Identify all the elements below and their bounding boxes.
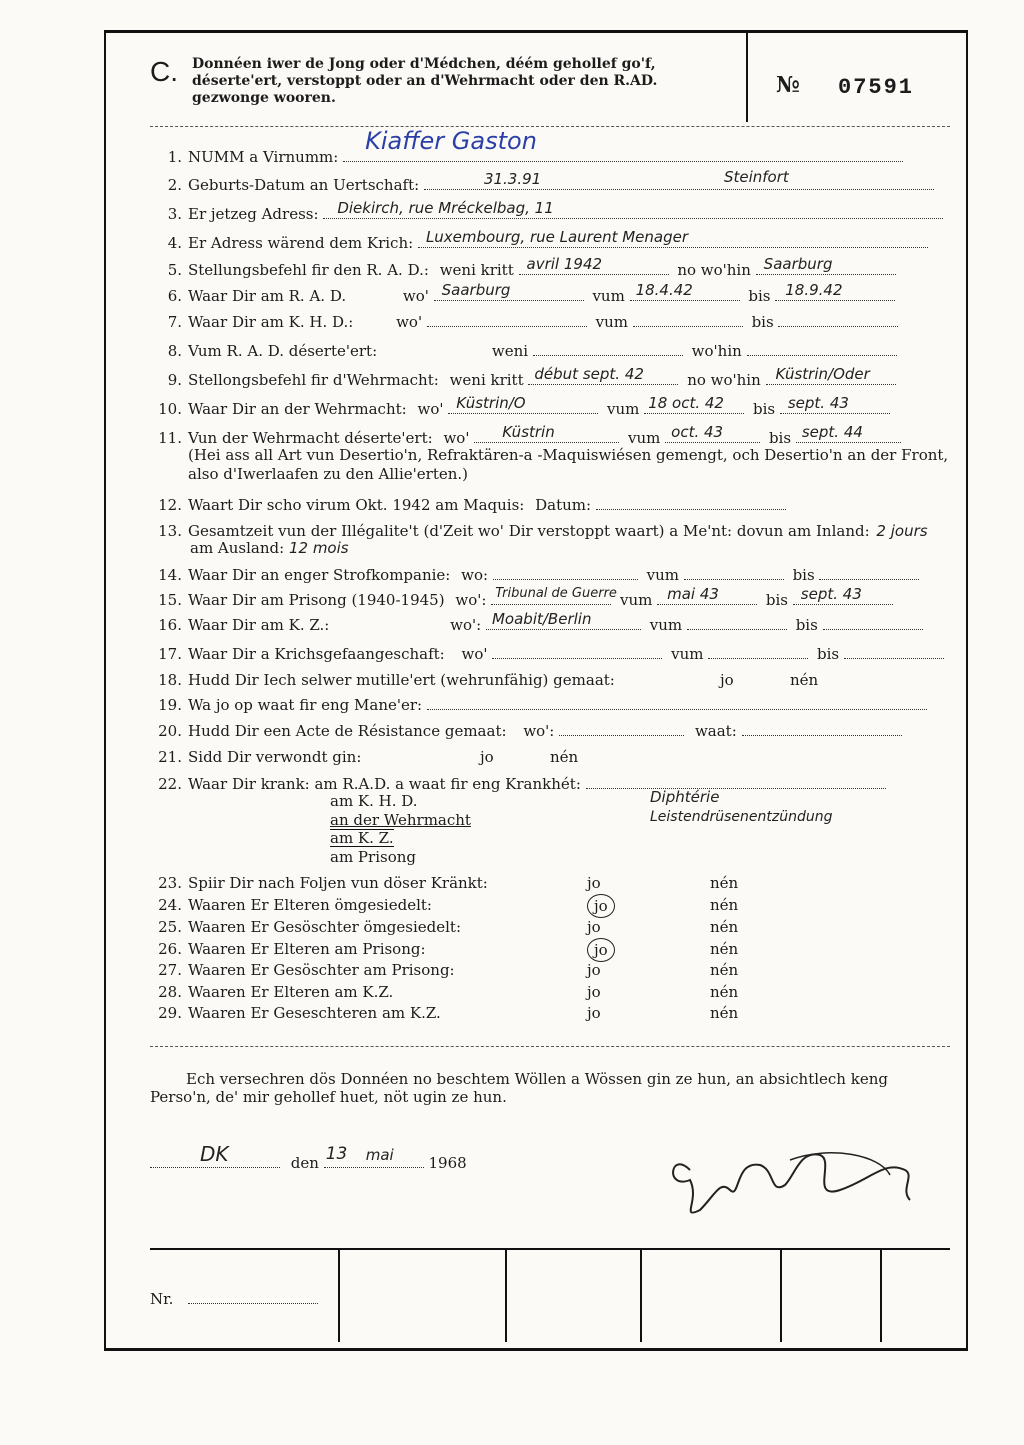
rad-order-date: avril 1942 xyxy=(526,255,603,273)
field-row-12: 12. Waart Dir scho virum Okt. 1942 am Maquis: Datum: xyxy=(150,494,950,516)
inland-duration: 2 jours xyxy=(876,522,928,540)
field-row-17: 17. Waar Dir a Krichsgefaangeschaft: wo' vum bis xyxy=(150,643,950,665)
field-row-7: 7. Waar Dir am K. H. D.: wo' vum bis xyxy=(150,311,950,333)
yes-option: jo xyxy=(587,1004,601,1022)
wehrmacht-place: Küstrin/O xyxy=(456,394,526,412)
field-row-4: 4. Er Adress wärend dem Krich: Luxembourg, rue Laurent Menager xyxy=(150,232,950,254)
no-option: nén xyxy=(710,961,739,979)
yesno-row: 24. Waaren Er Elteren ömgesiedelt: jo nén xyxy=(150,894,950,916)
field-row-9: 9. Stellongsbefehl fir d'Wehrmacht: weni kritt début sept. 42 no wo'hin Küstrin/Oder xyxy=(150,369,950,391)
abroad-duration: 12 mois xyxy=(288,539,349,557)
nr-label: Nr. xyxy=(150,1288,318,1308)
field-row-22: 22. Waar Dir krank: am R.A.D. a waat fir eng Krankhét: xyxy=(150,773,950,795)
field-row-11: 11. Vun der Wehrmacht déserte'ert: wo' Küstrin vum oct. 43 bis sept. 44 xyxy=(150,427,950,449)
place-value: DK xyxy=(200,1142,229,1166)
no-option: nén xyxy=(710,940,739,958)
number-sign: № xyxy=(776,72,800,98)
sick-wehrmacht-label: an der Wehrmacht xyxy=(330,811,471,829)
address-value: Diekirch, rue Mréckelbag, 11 xyxy=(337,199,554,217)
declaration-rule xyxy=(150,1046,950,1047)
birthdate-value: 31.3.91 xyxy=(483,170,542,188)
sick-prison-label: am Prisong xyxy=(330,848,416,866)
field-row-13: 13. Gesamtzeit vun der Illégalite't (d'Zeit wo' Dir verstoppt waart) a Me'nt: dovun am Inland: 2 jours xyxy=(158,522,928,540)
field-row-21: 21. Sidd Dir verwondt gin: jo nén xyxy=(158,748,579,766)
war-address-value: Luxembourg, rue Laurent Menager xyxy=(425,228,689,246)
field-row-6: 6. Waar Dir am R. A. D. wo' Saarburg vum 18.4.42 bis 18.9.42 xyxy=(150,285,950,307)
wehrmacht-destination: Küstrin/Oder xyxy=(775,365,870,383)
field-row-16: 16. Waar Dir am K. Z.: wo': Moabit/Berlin vum bis xyxy=(150,614,950,636)
footer-top-line xyxy=(150,1248,950,1250)
signature-line: DK den 13 mai 1968 xyxy=(150,1152,467,1172)
field-row-3: 3. Er jetzeg Adress: Diekirch, rue Mréckelbag, 11 xyxy=(150,203,950,225)
wehrmacht-to: sept. 43 xyxy=(787,394,849,412)
footer-col-4 xyxy=(780,1250,782,1342)
field-row-15: 15. Waar Dir am Prisong (1940-1945) wo': Tribunal de Guerre vum mai 43 bis sept. 43 xyxy=(150,589,950,611)
prison-from: mai 43 xyxy=(667,585,719,603)
section-letter: C. xyxy=(150,56,178,87)
yes-option: jo xyxy=(587,983,601,1001)
prison-to: sept. 43 xyxy=(800,585,862,603)
footer-col-5 xyxy=(880,1250,882,1342)
desertion-place: Küstrin xyxy=(502,423,555,441)
kz-place: Moabit/Berlin xyxy=(491,610,592,628)
field-row-18: 18. Hudd Dir Iech selwer mutille'ert (wehrunfähig) gemaat: jo nén xyxy=(158,671,819,689)
header-divider xyxy=(746,32,748,122)
day-value: 13 xyxy=(325,1144,348,1164)
form-number: 07591 xyxy=(838,75,915,100)
sick-khd-label: am K. H. D. xyxy=(330,792,418,810)
field-11-note: (Hei ass all Art vun Desertio'n, Refraktären-a -Maquiswiésen gemengt, och Desertio'n an der Front, also d'Iwerlaafen zu den Allie'erten.) xyxy=(188,446,949,483)
rad-from: 18.4.42 xyxy=(635,281,693,299)
footer-col-3 xyxy=(640,1250,642,1342)
name-value: Kiaffer Gaston xyxy=(365,127,537,155)
yesno-row: 25. Waaren Er Gesöschter ömgesiedelt: jo nén xyxy=(158,918,739,936)
yesno-row: 29. Waaren Er Geseschteren am K.Z. jo nén xyxy=(158,1004,739,1022)
field-row-19: 19. Wa jo op waat fir eng Mane'er: xyxy=(150,694,950,716)
yes-option: jo xyxy=(587,938,615,962)
field-row-20: 20. Hudd Dir een Acte de Résistance gemaat: wo': waat: xyxy=(150,720,950,742)
field-13-abroad: am Ausland: 12 mois xyxy=(190,539,349,557)
field-row-10: 10. Waar Dir an der Wehrmacht: wo' Küstrin/O vum 18 oct. 42 bis sept. 43 xyxy=(150,398,950,420)
no-option: nén xyxy=(710,896,739,914)
yes-option: jo xyxy=(587,874,601,892)
sick-kz-label: am K. Z. xyxy=(330,829,394,847)
yesno-row: 27. Waaren Er Gesöschter am Prisong: jo nén xyxy=(158,961,739,979)
birthplace-value: Steinfort xyxy=(723,168,789,186)
field-row-2: 2. Geburts-Datum an Uertschaft: 31.3.91 Steinfort xyxy=(150,174,950,196)
rad-to: 18.9.42 xyxy=(785,281,843,299)
yesno-row: 23. Spiir Dir nach Foljen vun döser Kränkt: jo nén xyxy=(158,874,739,892)
field-row-14: 14. Waar Dir an enger Strofkompanie: wo: vum bis xyxy=(150,564,950,586)
no-option: nén xyxy=(710,874,739,892)
field-row-8: 8. Vum R. A. D. déserte'ert: weni wo'hin xyxy=(150,340,950,362)
wehrmacht-order-date: début sept. 42 xyxy=(534,365,644,383)
field-row-5: 5. Stellungsbefehl fir den R. A. D.: weni kritt avril 1942 no wo'hin Saarburg xyxy=(150,259,950,281)
footer-col-2 xyxy=(505,1250,507,1342)
wehrmacht-from: 18 oct. 42 xyxy=(648,394,724,412)
desertion-from: oct. 43 xyxy=(671,423,724,441)
sick-khd-value: Diphtérie xyxy=(650,788,720,806)
month-value: mai xyxy=(365,1146,394,1164)
rad-destination: Saarburg xyxy=(763,255,833,273)
yes-option: jo xyxy=(587,894,615,918)
desertion-to: sept. 44 xyxy=(801,423,863,441)
no-option: nén xyxy=(710,918,739,936)
header-rule xyxy=(150,126,950,127)
section-title: Donnéen iwer de Jong oder d'Médchen, déém gehollef go'f, déserte'ert, verstoppt oder an d'Wehrmacht oder den R.AD. gezwonge wooren. xyxy=(192,56,658,106)
no-option: nén xyxy=(710,983,739,1001)
yes-option: jo xyxy=(587,961,601,979)
rad-place: Saarburg xyxy=(441,281,511,299)
yesno-row: 28. Waaren Er Elteren am K.Z. jo nén xyxy=(158,983,739,1001)
signature-icon xyxy=(660,1140,930,1230)
yes-option: jo xyxy=(587,918,601,936)
field-row-1: 1. NUMM a Virnumm: Kiaffer Gaston xyxy=(150,146,950,168)
prison-place: Tribunal de Guerre xyxy=(495,586,617,601)
declaration-text: Ech versechren dös Donnéen no beschtem Wöllen a Wössen gin ze hun, an absichtlech keng Perso'n, de' mir gehollef huet, nöt ugin ze hun. xyxy=(150,1070,888,1106)
yesno-row: 26. Waaren Er Elteren am Prisong: jo nén xyxy=(150,938,950,960)
sick-wehrmacht-value: Leistendrüsenentzündung xyxy=(650,809,833,825)
no-option: nén xyxy=(710,1004,739,1022)
footer-col-1 xyxy=(338,1250,340,1342)
